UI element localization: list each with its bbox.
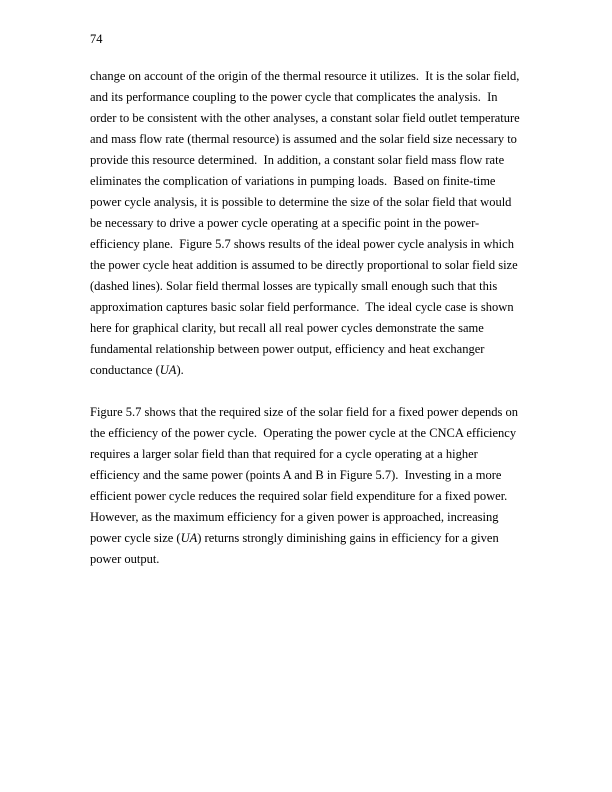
document-body [90,66,526,591]
paragraph-2 [90,402,526,570]
text-run: ) returns strongly diminishing gains in efficiency for a given power output. [90,531,502,566]
text-run: Figure 5.7 shows that the required size of the solar field for a fixed power depends on the efficiency of the power cycle. Operating the power cycle at the CNCA efficiency requires a larger solar field than that required for a cycle operating at a higher efficiency and the same power (points A and B in Figure 5.7). Investing in a more efficient power cycle reduces the required solar field expenditure for a fixed power. However, as the maximum efficiency for a given power is approached, increasing power cycle size ( [90,405,522,545]
text-run: change on account of the origin of the thermal resource it utilizes. It is the solar field, and its performance coupling to the power cycle that complicates the analysis. In order to be consistent with the other analyses, a constant solar field outlet temperature and mass flow rate (thermal resource) is assumed and the solar field size necessary to provide this resource determined. In addition, a constant solar field mass flow rate eliminates the complication of variations in pumping loads. Based on finite-time power cycle analysis, it is possible to determine the size of the solar field that would be necessary to drive a power cycle operating at a specific point in the power-efficiency plane. Figure 5.7 shows results of the ideal power cycle analysis in which the power cycle heat addition is assumed to be directly proportional to solar field size (dashed lines). Solar field thermal losses are typically small enough such that this approximation captures basic solar field performance. The ideal cycle case is shown here for graphical clarity, but recall all real power cycles demonstrate the same fundamental relationship between power output, efficiency and heat exchanger conductance ( [90,69,523,377]
text-run: ). [176,363,184,377]
text-run: UA [180,531,198,545]
page-number: 74 [90,32,103,46]
text-run: UA [159,363,177,377]
paragraph-1 [90,66,526,381]
